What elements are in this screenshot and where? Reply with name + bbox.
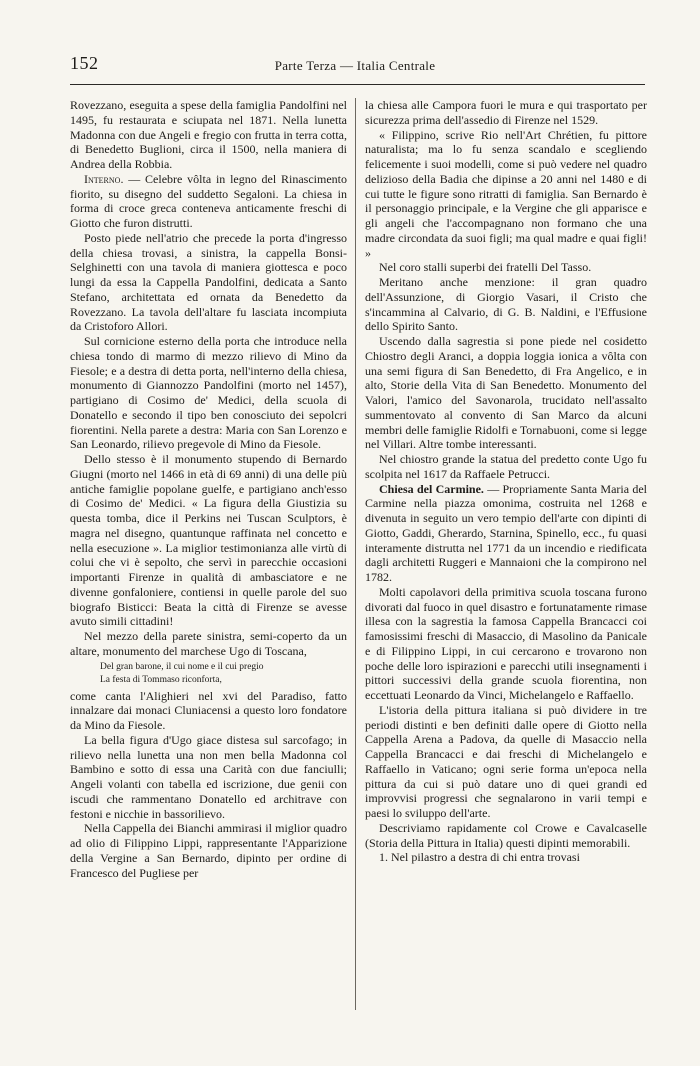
paragraph: Rovezzano, eseguita a spese della famiglia Pandolfini nel 1495, fu restaurata e sciupata nel 1871. Nella lunetta Madonna con due Angeli e fregio con frutta in terra cotta, di Benedetto Buglioni, circa il 1500, nella maniera di Andrea della Robbia. xyxy=(70,98,347,171)
paragraph: Nel mezzo della parete sinistra, semi-coperto da un altare, monumento del marchese Ugo di Toscana, xyxy=(70,629,347,658)
paragraph-text: — Celebre vôlta in legno del Rinascimento fiorito, su disegno del suddetto Segaloni. La chiesa in forma di croce greca conteneva anticamente freschi di Giotto che furon distrutti. xyxy=(70,171,348,230)
paragraph: Sul cornicione esterno della porta che introduce nella chiesa tondo di marmo di mezzo rilievo di Mino da Fiesole; e a destra di detta porta, nell'interno della chiesa, monumento di Giannozzo Pandolfini (morto nel 1457), partigiano di Cosimo de' Medici, della scuola di Donatello e secondo il tipo ben conosciuto dei sepolcri fiorentini. Nella parete a destra: Maria con San Lorenzo e San Leonardo, rilievo pregevole di Mino da Fiesole. xyxy=(70,334,347,452)
paragraph-text: — Propriamente Santa Maria del Carmine nella piazza omonima, costruita nel 1268 e divenuta in seguito un vero tempio dell'arte con dipinti di Giotto, Gaddi, Gherardo, Starnina, Spinello, ecc., fu quasi interamente distrutta nel 1771 da un incendio e riedificata dagli architetti Ruggeri e Mannaioni che la compirono nel 1782. xyxy=(365,481,648,584)
paragraph xyxy=(365,482,647,585)
page-header xyxy=(70,53,640,79)
paragraph: Nella Cappella dei Bianchi ammirasi il miglior quadro ad olio di Filippino Lippi, rappresentante l'Apparizione della Vergine a San Bernardo, dipinto per ordine di Francesco del Pugliese per xyxy=(70,821,347,880)
paragraph: Nel chiostro grande la statua del predetto conte Ugo fu scolpita nel 1617 da Raffaele Petrucci. xyxy=(365,452,647,481)
verse-quote xyxy=(70,661,347,687)
column-divider xyxy=(355,98,356,1010)
page-number: 152 xyxy=(70,53,99,73)
running-head: Parte Terza — Italia Centrale xyxy=(274,58,436,73)
paragraph: L'istoria della pittura italiana si può dividere in tre periodi distinti e ben definiti dalle opere di Giotto nella Cappella Arena a Padova, da quelle di Masaccio nella Cappella Brancacci e dai freschi di Michelangelo e Raffaello in Vaticano; ogni serie forma un'epoca nella pittura da cui si può datare uno di quei grandi ed improvvisi progressi che segnalarono in varii tempi e paesi lo sviluppo dell'arte. xyxy=(365,702,647,820)
right-column xyxy=(365,98,647,865)
paragraph: Molti capolavori della primitiva scuola toscana furono divorati dal fuoco in quel disastro e fortunatamente rimase illesa con la sagrestia la famosa Cappella Brancacci coi famosissimi freschi di Masaccio, di Masolino da Panicale e di Filippino Lippi, in cui cercarono e trovarono non poche delle loro ispirazioni e parecchi utili insegnamenti i pittori successivi della grande scuola fiorentina, non eccettuati Leonardo da Vinci, Michelangelo e Raffaello. xyxy=(365,584,647,702)
paragraph: « Filippino, scrive Rio nell'Art Chrétien, fu pittore naturalista; ma lo fu senza scandalo e scegliendo felicemente i suoi modelli, come si può vedere nel quadro delizioso della Badia che dipinse a 20 anni nel 1480 e di cui tutte le figure sono ritratti di famiglia. San Bernardo è il personaggio principale, e la Vergine che gli apparisce e gli angeli che l'accompagnano non formano che una madre circondata da suoi figli; ma qual madre e quai figli! » xyxy=(365,127,647,260)
paragraph: Meritano anche menzione: il gran quadro dell'Assunzione, di Giorgio Vasari, il Cristo che s'incammina al Calvario, di G. B. Naldini, e l'Effusione dello Spirito Santo. xyxy=(365,275,647,334)
paragraph: Dello stesso è il monumento stupendo di Bernardo Giugni (morto nel 1466 in età di 69 anni) di una delle più antiche famiglie popolane guelfe, e partigiano anch'esso di Cosimo de' Medici. « La figura della Giustizia su questa tomba, dice il Perkins nei Tuscan Sculptors, è magra nel disegno, quantunque raffinata nel concetto e nella esecuzione ». La miglior testimonianza alle virtù di colui che vi è sepolto, che servì in parecchie occasioni importanti Firenze in qualità di ambasciatore e ne divenne gonfaloniere, contiensi in quelle parole del suo biografo Bisticci: Beata la città di Firenze se avesse avuto simili cittadini! xyxy=(70,452,347,629)
paragraph: Uscendo dalla sagrestia si pone piede nel cosidetto Chiostro degli Aranci, a doppia loggia ionica a vôlta con una semi figura di San Benedetto, di Fra Angelico, e in alto, Storie della Vita di San Benedetto. Monumento del Valori, l'amico del Savonarola, trucidato nell'assalto summentovato al convento di San Marco da alcuni membri delle famiglie Ridolfi e Tornabuoni, come si legge nel Villari. Altre tombe interessanti. xyxy=(365,334,647,452)
verse-line: Del gran barone, il cui nome e il cui pregio xyxy=(100,661,264,672)
paragraph: la chiesa alle Campora fuori le mura e qui trasportato per sicurezza prima dell'assedio di Firenze nel 1529. xyxy=(365,98,647,127)
paragraph: Posto piede nell'atrio che precede la porta d'ingresso della chiesa trovasi, a sinistra, la cappella Bonsi-Selghinetti con una tavola di maniera giottesca e poco lungi da essa la Cappella Pandolfini, dedicata a Santo Stefano, architettata ed ornata da Benedetto da Rovezzano. La tavola dell'altare fu lasciata incompiuta da Cristoforo Allori. xyxy=(70,230,347,334)
paragraph: 1. Nel pilastro a destra di chi entra trovasi xyxy=(379,850,580,865)
section-label: Interno. xyxy=(84,171,124,186)
paragraph: Descriviamo rapidamente col Crowe e Cavalcaselle (Storia della Pittura in Italia) questi dipinti memorabili. xyxy=(365,820,647,850)
paragraph xyxy=(70,172,347,231)
header-rule xyxy=(70,84,645,85)
section-label: Chiesa del Carmine. xyxy=(379,481,484,496)
paragraph: Nel coro stalli superbi dei fratelli Del Tasso. xyxy=(379,260,592,275)
paragraph: come canta l'Alighieri nel xvi del Paradiso, fatto innalzare dai monaci Cluniacensi a questo loro fondatore da Mino da Fiesole. xyxy=(70,688,347,732)
paragraph: La bella figura d'Ugo giace distesa sul sarcofago; in rilievo nella lunetta una non men bella Madonna col Bambino e sotto di essa una Carità con due fanciulli; Angeli volanti con tabella ed iscrizione, due genii con iscudi che rammentano Donatello ed architrave con festoni e nicchie in bassorilievo. xyxy=(70,732,347,821)
left-column xyxy=(70,98,347,880)
verse-line: La festa di Tommaso riconforta, xyxy=(100,674,222,685)
